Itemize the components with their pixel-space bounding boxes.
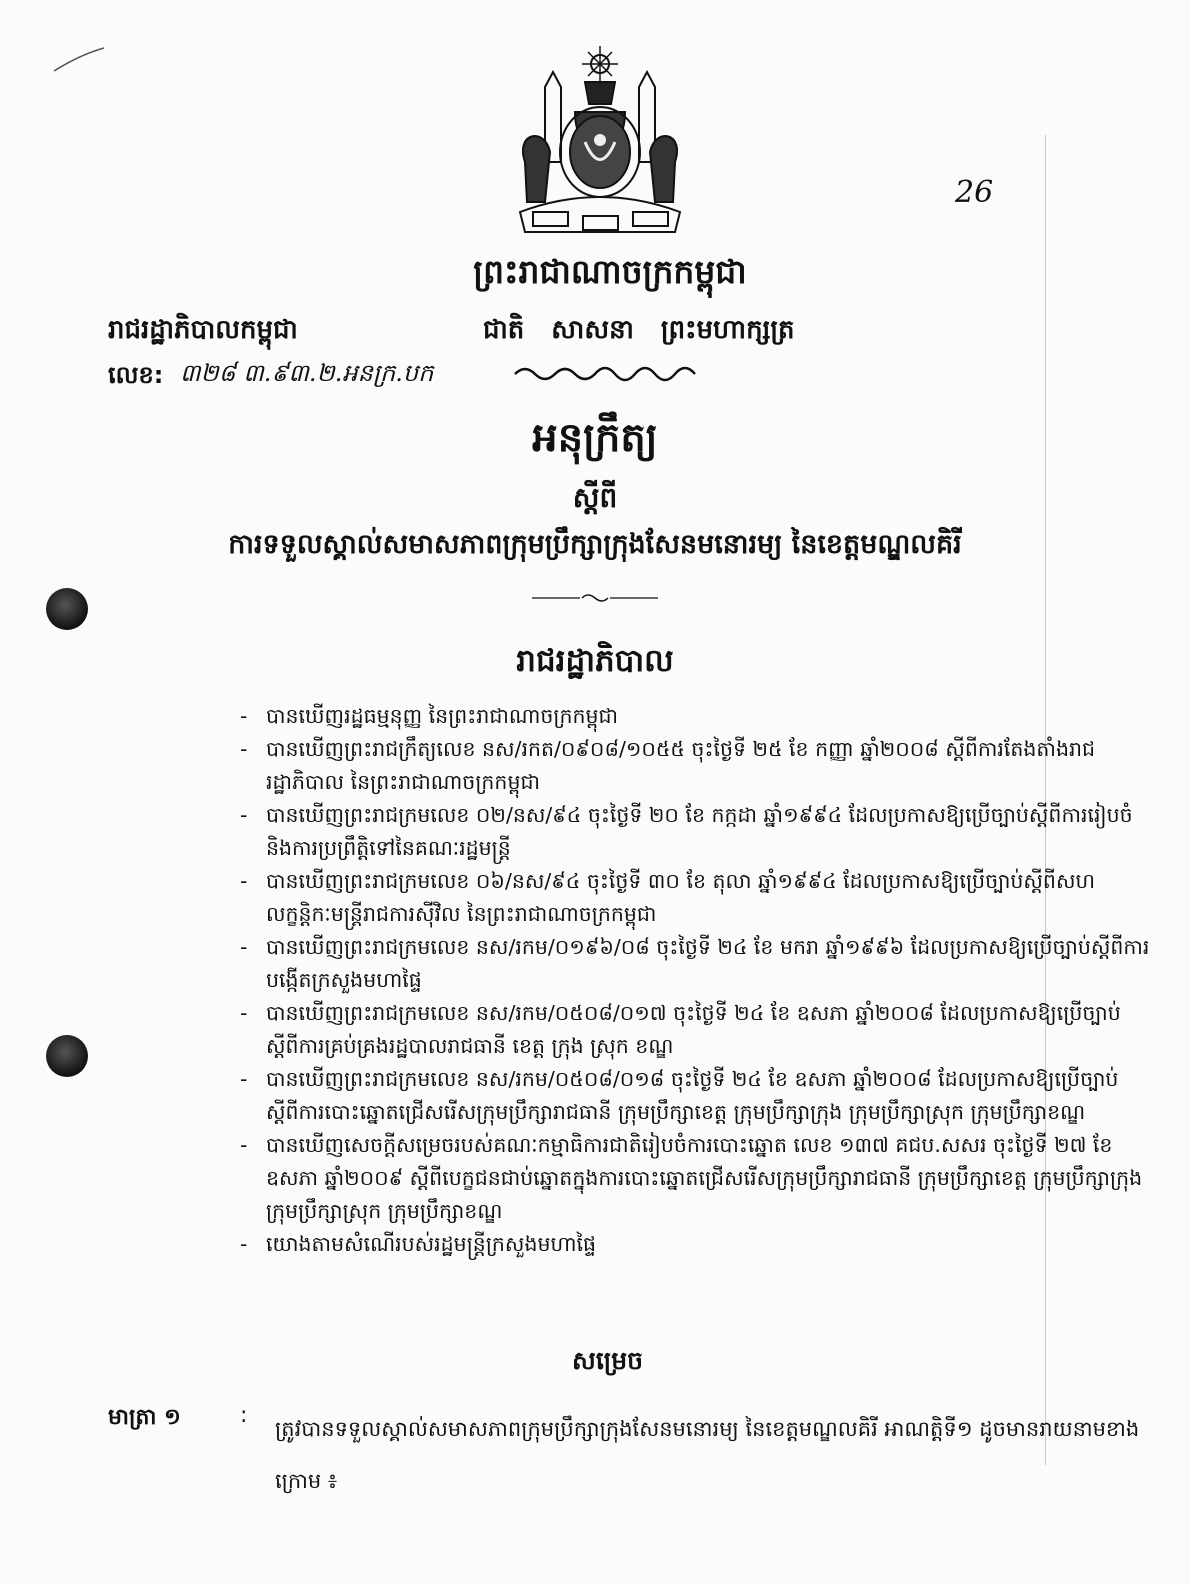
document-type-title: អនុក្រឹត្យ xyxy=(532,415,658,461)
article-label: មាត្រា ១ xyxy=(108,1405,181,1430)
list-item xyxy=(240,1228,1150,1261)
pen-scratch-mark xyxy=(52,45,107,75)
list-item xyxy=(240,1063,1150,1129)
provision-text: បានឃើញព្រះរាជក្រមលេខ នស/រកម/០៥០៨/០១៨ ចុះថ្ងៃទី ២៤ ខែ ឧសភា ឆ្នាំ២០០៨ ដែលប្រកាសឱ្យប្រើច្បាប់ស្តីពីការបោះឆ្នោតជ្រើសរើសក្រុមប្រឹក្សារាជធានី ក្រុមប្រឹក្សាខេត្ត ក្រុមប្រឹក្សាក្រុង ក្រុមប្រឹក្សាស្រុក ក្រុមប្រឹក្សាខណ្ឌ xyxy=(266,1067,1119,1124)
list-dash: - xyxy=(240,1067,248,1091)
article-colon: : xyxy=(240,1403,248,1428)
list-item xyxy=(240,931,1150,997)
national-motto: ជាតិ សាសនា ព្រះមហាក្សត្រ xyxy=(483,315,795,345)
provision-text: បានឃើញព្រះរាជក្រឹត្យលេខ នស/រកត/០៩០៨/១០៥៥ ចុះថ្ងៃទី ២៥ ខែ កញ្ញា ឆ្នាំ២០០៨ ស្តីពីការតែងតាំងរាជរដ្ឋាភិបាល នៃព្រះរាជាណាចក្រកម្ពុជា xyxy=(266,737,1095,794)
list-dash: - xyxy=(240,737,248,761)
list-dash: - xyxy=(240,1133,248,1157)
provision-text: យោងតាមសំណើរបស់រដ្ឋមន្ត្រីក្រសួងមហាផ្ទៃ xyxy=(266,1232,597,1256)
decorative-ornament xyxy=(510,360,700,384)
provision-text: បានឃើញព្រះរាជក្រមលេខ នស/រកម/០៥០៨/០១៧ ចុះថ្ងៃទី ២៤ ខែ ឧសភា ឆ្នាំ២០០៨ ដែលប្រកាសឱ្យប្រើច្បាប់ស្តីពីការគ្រប់គ្រងរដ្ឋបាលរាជធានី ខេត្ត ក្រុង ស្រុក ខណ្ឌ xyxy=(266,1001,1121,1058)
list-item xyxy=(240,733,1150,799)
list-dash: - xyxy=(240,869,248,893)
list-item xyxy=(240,865,1150,931)
list-item xyxy=(240,997,1150,1063)
reference-number-label: លេខ: xyxy=(108,361,164,389)
provision-text: បានឃើញសេចក្តីសម្រេចរបស់គណៈកម្មាធិការជាតិរៀបចំការបោះឆ្នោត លេខ ១៣៧ គជប.សសរ ចុះថ្ងៃទី ២៧ ខែ ឧសភា ឆ្នាំ២០០៩ ស្តីពីបេក្ខជនជាប់ឆ្នោតក្នុងការបោះឆ្នោតជ្រើសរើសក្រុមប្រឹក្សារាជធានី ក្រុមប្រឹក្សាខេត្ត ក្រុមប្រឹក្សាក្រុង ក្រុមប្រឹក្សាស្រុក ក្រុមប្រឹក្សាខណ្ឌ xyxy=(266,1133,1143,1223)
list-dash: - xyxy=(240,935,248,959)
divider-ornament xyxy=(530,590,660,606)
punch-hole xyxy=(46,1035,88,1077)
list-item xyxy=(240,799,1150,865)
provision-text: បានឃើញព្រះរាជក្រមលេខ ០២/នស/៩៤ ចុះថ្ងៃទី ២០ ខែ កក្កដា ឆ្នាំ១៩៩៤ ដែលប្រកាសឱ្យប្រើច្បាប់ស្តីពីការរៀបចំ និងការប្រព្រឹត្តិទៅនៃគណៈរដ្ឋមន្ត្រី xyxy=(266,803,1133,860)
list-item xyxy=(240,700,1150,733)
provision-text: បានឃើញព្រះរាជក្រមលេខ ០៦/នស/៩៤ ចុះថ្ងៃទី ៣០ ខែ តុលា ឆ្នាំ១៩៩៤ ដែលប្រកាសឱ្យប្រើច្បាប់ស្តីពីសហលក្ខន្តិកៈមន្ត្រីរាជការស៊ីវិល នៃព្រះរាជាណាចក្រកម្ពុជា xyxy=(266,869,1095,926)
list-dash: - xyxy=(240,803,248,827)
handwritten-page-number: 26 xyxy=(955,175,994,210)
decision-heading: សម្រេច xyxy=(572,1346,643,1375)
list-dash: - xyxy=(240,704,248,728)
provision-text: បានឃើញព្រះរាជក្រមលេខ នស/រកម/០១៩៦/០៨ ចុះថ្ងៃទី ២៤ ខែ មករា ឆ្នាំ១៩៩៦ ដែលប្រកាសឱ្យប្រើច្បាប់ស្តីពីការបង្កើតក្រសួងមហាផ្ទៃ xyxy=(266,935,1150,992)
government-name: រាជរដ្ឋាភិបាលកម្ពុជា xyxy=(108,315,298,345)
list-dash: - xyxy=(240,1001,248,1025)
document-about-label: ស្តីពី xyxy=(572,481,618,514)
list-item xyxy=(240,1129,1150,1228)
issuer-heading: រាជរដ្ឋាភិបាល xyxy=(516,643,674,679)
reference-number-value: ៣២៨ ៣.៩៣.២.អនក្រ.បក xyxy=(180,359,434,387)
kingdom-title: ព្រះរាជាណាចក្រកម្ពុជា xyxy=(473,252,747,291)
punch-hole xyxy=(46,588,88,630)
list-dash: - xyxy=(240,1232,248,1256)
legal-basis-list xyxy=(240,700,1150,1261)
provision-text: បានឃើញរដ្ឋធម្មនុញ្ញ នៃព្រះរាជាណាចក្រកម្ពុជា xyxy=(266,704,619,728)
document-subject: ការទទួលស្គាល់សមាសភាពក្រុមប្រឹក្សាក្រុងសែនមនោរម្យ នៃខេត្តមណ្ឌលគិរី xyxy=(228,529,962,560)
article-text: ត្រូវបានទទួលស្គាល់សមាសភាពក្រុមប្រឹក្សាក្រុងសែនមនោរម្យ នៃខេត្តមណ្ឌលគិរី អាណត្តិទី១ ដូចមានរាយនាមខាងក្រោម ៖ xyxy=(275,1417,1140,1493)
royal-coat-of-arms-emblem xyxy=(505,42,695,242)
